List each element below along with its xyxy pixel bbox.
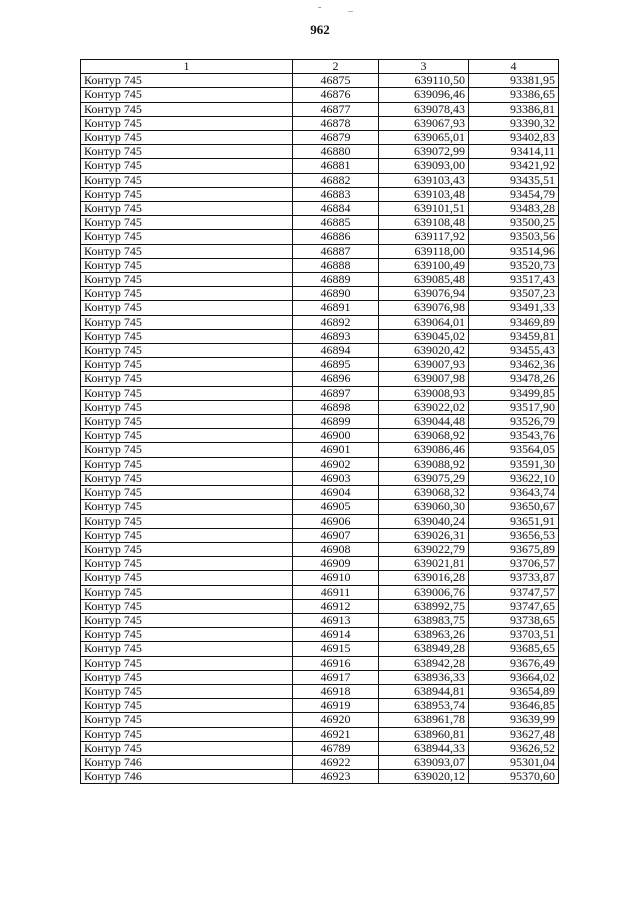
cell-point-number: 46898: [293, 400, 379, 414]
cell-point-number: 46879: [293, 131, 379, 145]
cell-contour: Контур 745: [81, 514, 293, 528]
table-row: [81, 74, 559, 88]
cell-coord-y: 95301,04: [469, 755, 559, 769]
cell-point-number: 46891: [293, 301, 379, 315]
table-row: [81, 613, 559, 627]
cell-contour: Контур 745: [81, 656, 293, 670]
cell-coord-x: 639093,07: [379, 755, 469, 769]
table-row: [81, 287, 559, 301]
cell-point-number: 46906: [293, 514, 379, 528]
table-row: [81, 628, 559, 642]
cell-contour: Контур 745: [81, 557, 293, 571]
cell-point-number: 46908: [293, 542, 379, 556]
cell-coord-y: 93414,11: [469, 145, 559, 159]
cell-point-number: 46893: [293, 329, 379, 343]
table-row: [81, 88, 559, 102]
cell-contour: Контур 745: [81, 358, 293, 372]
cell-coord-y: 93733,87: [469, 571, 559, 585]
cell-coord-x: 639007,98: [379, 372, 469, 386]
cell-coord-y: 93738,65: [469, 613, 559, 627]
cell-point-number: 46902: [293, 457, 379, 471]
table-row: [81, 230, 559, 244]
cell-point-number: 46901: [293, 443, 379, 457]
table-row: [81, 301, 559, 315]
cell-coord-y: 93435,51: [469, 173, 559, 187]
table-row: [81, 571, 559, 585]
cell-point-number: 46881: [293, 159, 379, 173]
cell-contour: Контур 745: [81, 628, 293, 642]
cell-coord-y: 93462,36: [469, 358, 559, 372]
header-col-2: 2: [293, 60, 379, 74]
table-row: [81, 500, 559, 514]
cell-contour: Контур 745: [81, 599, 293, 613]
cell-coord-x: 638961,78: [379, 713, 469, 727]
cell-coord-y: 93627,48: [469, 727, 559, 741]
cell-coord-y: 93381,95: [469, 74, 559, 88]
table-row: [81, 187, 559, 201]
cell-coord-x: 639016,28: [379, 571, 469, 585]
cell-coord-y: 93459,81: [469, 329, 559, 343]
cell-coord-x: 639045,02: [379, 329, 469, 343]
cell-coord-y: 93469,89: [469, 315, 559, 329]
table-row: [81, 116, 559, 130]
cell-coord-y: 93747,65: [469, 599, 559, 613]
table-row: [81, 102, 559, 116]
cell-coord-x: 638983,75: [379, 613, 469, 627]
cell-coord-y: 95370,60: [469, 770, 559, 784]
cell-coord-y: 93454,79: [469, 187, 559, 201]
cell-contour: Контур 745: [81, 571, 293, 585]
cell-contour: Контур 745: [81, 173, 293, 187]
header-col-3: 3: [379, 60, 469, 74]
cell-coord-x: 639021,81: [379, 557, 469, 571]
cell-coord-y: 93676,49: [469, 656, 559, 670]
cell-contour: Контур 745: [81, 329, 293, 343]
cell-point-number: 46895: [293, 358, 379, 372]
cell-contour: Контур 745: [81, 471, 293, 485]
cell-contour: Контур 745: [81, 670, 293, 684]
cell-point-number: 46899: [293, 415, 379, 429]
cell-coord-x: 639040,24: [379, 514, 469, 528]
cell-point-number: 46907: [293, 528, 379, 542]
cell-coord-y: 93656,53: [469, 528, 559, 542]
cell-coord-x: 638944,81: [379, 684, 469, 698]
cell-coord-x: 639118,00: [379, 244, 469, 258]
cell-coord-x: 639044,48: [379, 415, 469, 429]
table-row: [81, 415, 559, 429]
cell-coord-x: 639096,46: [379, 88, 469, 102]
cell-contour: Контур 745: [81, 202, 293, 216]
table-row: [81, 358, 559, 372]
cell-point-number: 46918: [293, 684, 379, 698]
table-row: [81, 457, 559, 471]
cell-contour: Контур 745: [81, 102, 293, 116]
cell-coord-x: 639064,01: [379, 315, 469, 329]
table-row: [81, 344, 559, 358]
cell-point-number: 46883: [293, 187, 379, 201]
cell-point-number: 46878: [293, 116, 379, 130]
cell-coord-y: 93685,65: [469, 642, 559, 656]
cell-contour: Контур 745: [81, 187, 293, 201]
cell-coord-x: 639022,79: [379, 542, 469, 556]
table-row: [81, 486, 559, 500]
cell-point-number: 46913: [293, 613, 379, 627]
cell-coord-x: 638944,33: [379, 741, 469, 755]
cell-contour: Контур 745: [81, 585, 293, 599]
table-row: [81, 670, 559, 684]
table-row: [81, 173, 559, 187]
cell-contour: Контур 745: [81, 613, 293, 627]
cell-coord-y: 93483,28: [469, 202, 559, 216]
cell-coord-x: 639085,48: [379, 273, 469, 287]
cell-coord-y: 93478,26: [469, 372, 559, 386]
cell-point-number: 46896: [293, 372, 379, 386]
table-row: [81, 585, 559, 599]
cell-coord-y: 93402,83: [469, 131, 559, 145]
cell-coord-y: 93639,99: [469, 713, 559, 727]
table-row: [81, 329, 559, 343]
cell-coord-y: 93626,52: [469, 741, 559, 755]
table-row: [81, 159, 559, 173]
cell-contour: Контур 745: [81, 372, 293, 386]
cell-contour: Контур 745: [81, 699, 293, 713]
cell-coord-x: 639008,93: [379, 386, 469, 400]
cell-coord-y: 93517,90: [469, 400, 559, 414]
table-row: [81, 131, 559, 145]
cell-coord-x: 639068,92: [379, 429, 469, 443]
header-row: [81, 60, 559, 74]
cell-contour: Контур 745: [81, 258, 293, 272]
table-row: [81, 273, 559, 287]
cell-coord-x: 639020,42: [379, 344, 469, 358]
cell-point-number: 46900: [293, 429, 379, 443]
cell-coord-x: 639007,93: [379, 358, 469, 372]
cell-point-number: 46911: [293, 585, 379, 599]
table-row: [81, 741, 559, 755]
cell-point-number: 46886: [293, 230, 379, 244]
cell-coord-y: 93703,51: [469, 628, 559, 642]
cell-point-number: 46905: [293, 500, 379, 514]
cell-point-number: 46889: [293, 273, 379, 287]
cell-contour: Контур 745: [81, 741, 293, 755]
cell-coord-y: 93706,57: [469, 557, 559, 571]
cell-coord-x: 639108,48: [379, 216, 469, 230]
cell-point-number: 46884: [293, 202, 379, 216]
cell-coord-x: 639076,94: [379, 287, 469, 301]
table-header: [81, 60, 559, 74]
cell-coord-y: 93543,76: [469, 429, 559, 443]
header-col-1: 1: [81, 60, 293, 74]
cell-point-number: 46882: [293, 173, 379, 187]
cell-coord-y: 93386,65: [469, 88, 559, 102]
cell-coord-y: 93591,30: [469, 457, 559, 471]
cell-coord-x: 638963,26: [379, 628, 469, 642]
top-marks: - _: [318, 2, 365, 13]
cell-point-number: 46923: [293, 770, 379, 784]
table-row: [81, 202, 559, 216]
cell-point-number: 46912: [293, 599, 379, 613]
cell-coord-x: 638949,28: [379, 642, 469, 656]
cell-contour: Контур 745: [81, 315, 293, 329]
cell-contour: Контур 745: [81, 344, 293, 358]
cell-contour: Контур 745: [81, 684, 293, 698]
cell-coord-x: 638992,75: [379, 599, 469, 613]
cell-coord-x: 639101,51: [379, 202, 469, 216]
cell-coord-x: 639075,29: [379, 471, 469, 485]
table-row: [81, 244, 559, 258]
cell-coord-x: 639067,93: [379, 116, 469, 130]
cell-contour: Контур 745: [81, 386, 293, 400]
cell-coord-x: 639100,49: [379, 258, 469, 272]
cell-point-number: 46897: [293, 386, 379, 400]
cell-contour: Контур 745: [81, 131, 293, 145]
cell-coord-y: 93517,43: [469, 273, 559, 287]
cell-coord-y: 93564,05: [469, 443, 559, 457]
cell-contour: Контур 745: [81, 500, 293, 514]
cell-contour: Контур 745: [81, 528, 293, 542]
cell-coord-y: 93643,74: [469, 486, 559, 500]
cell-coord-x: 639026,31: [379, 528, 469, 542]
cell-point-number: 46892: [293, 315, 379, 329]
table-row: [81, 684, 559, 698]
cell-coord-x: 639060,30: [379, 500, 469, 514]
cell-point-number: 46916: [293, 656, 379, 670]
table-row: [81, 727, 559, 741]
table-row: [81, 642, 559, 656]
table-row: [81, 514, 559, 528]
cell-coord-y: 93651,91: [469, 514, 559, 528]
cell-contour: Контур 745: [81, 244, 293, 258]
cell-coord-y: 93386,81: [469, 102, 559, 116]
table-row: [81, 400, 559, 414]
cell-coord-y: 93421,92: [469, 159, 559, 173]
cell-contour: Контур 745: [81, 287, 293, 301]
table-row: [81, 713, 559, 727]
cell-coord-x: 639076,98: [379, 301, 469, 315]
cell-point-number: 46920: [293, 713, 379, 727]
table-row: [81, 770, 559, 784]
cell-contour: Контур 745: [81, 230, 293, 244]
table-row: [81, 315, 559, 329]
cell-point-number: 46915: [293, 642, 379, 656]
cell-point-number: 46888: [293, 258, 379, 272]
cell-coord-x: 639088,92: [379, 457, 469, 471]
table-row: [81, 542, 559, 556]
cell-coord-x: 639117,92: [379, 230, 469, 244]
cell-coord-y: 93526,79: [469, 415, 559, 429]
cell-contour: Контур 746: [81, 755, 293, 769]
cell-contour: Контур 745: [81, 443, 293, 457]
table-row: [81, 258, 559, 272]
cell-point-number: 46880: [293, 145, 379, 159]
cell-coord-x: 639020,12: [379, 770, 469, 784]
table-row: [81, 216, 559, 230]
cell-point-number: 46921: [293, 727, 379, 741]
table-row: [81, 429, 559, 443]
cell-point-number: 46894: [293, 344, 379, 358]
cell-contour: Контур 745: [81, 74, 293, 88]
cell-point-number: 46875: [293, 74, 379, 88]
cell-coord-y: 93507,23: [469, 287, 559, 301]
page-number: 962: [310, 22, 330, 37]
table-row: [81, 372, 559, 386]
cell-coord-x: 639065,01: [379, 131, 469, 145]
cell-coord-x: 638960,81: [379, 727, 469, 741]
cell-point-number: 46919: [293, 699, 379, 713]
cell-point-number: 46909: [293, 557, 379, 571]
cell-point-number: 46914: [293, 628, 379, 642]
cell-coord-y: 93747,57: [469, 585, 559, 599]
cell-coord-y: 93455,43: [469, 344, 559, 358]
cell-coord-x: 639086,46: [379, 443, 469, 457]
cell-contour: Контур 745: [81, 429, 293, 443]
cell-contour: Контур 746: [81, 770, 293, 784]
table-row: [81, 145, 559, 159]
cell-coord-x: 639068,32: [379, 486, 469, 500]
cell-point-number: 46890: [293, 287, 379, 301]
cell-coord-y: 93646,85: [469, 699, 559, 713]
cell-contour: Контур 745: [81, 415, 293, 429]
cell-contour: Контур 745: [81, 400, 293, 414]
cell-coord-x: 639103,48: [379, 187, 469, 201]
cell-point-number: 46789: [293, 741, 379, 755]
cell-coord-y: 93499,85: [469, 386, 559, 400]
table-row: [81, 443, 559, 457]
table-row: [81, 471, 559, 485]
cell-contour: Контур 745: [81, 116, 293, 130]
cell-coord-y: 93650,67: [469, 500, 559, 514]
cell-point-number: 46904: [293, 486, 379, 500]
cell-coord-x: 639022,02: [379, 400, 469, 414]
cell-coord-y: 93520,73: [469, 258, 559, 272]
header-col-4: 4: [469, 60, 559, 74]
cell-contour: Контур 745: [81, 727, 293, 741]
cell-point-number: 46887: [293, 244, 379, 258]
cell-point-number: 46910: [293, 571, 379, 585]
cell-coord-x: 639110,50: [379, 74, 469, 88]
cell-point-number: 46922: [293, 755, 379, 769]
table-row: [81, 528, 559, 542]
table-row: [81, 386, 559, 400]
table-row: [81, 755, 559, 769]
cell-coord-y: 93491,33: [469, 301, 559, 315]
cell-contour: Контур 745: [81, 159, 293, 173]
table-row: [81, 699, 559, 713]
cell-point-number: 46917: [293, 670, 379, 684]
cell-contour: Контур 745: [81, 542, 293, 556]
cell-point-number: 46876: [293, 88, 379, 102]
cell-contour: Контур 745: [81, 486, 293, 500]
cell-point-number: 46885: [293, 216, 379, 230]
coordinates-table: [80, 59, 559, 784]
cell-point-number: 46877: [293, 102, 379, 116]
cell-contour: Контур 745: [81, 713, 293, 727]
cell-contour: Контур 745: [81, 145, 293, 159]
table-body: [81, 74, 559, 784]
cell-coord-y: 93664,02: [469, 670, 559, 684]
cell-coord-x: 638936,33: [379, 670, 469, 684]
cell-contour: Контур 745: [81, 88, 293, 102]
cell-coord-y: 93675,89: [469, 542, 559, 556]
cell-coord-y: 93390,32: [469, 116, 559, 130]
cell-contour: Контур 745: [81, 216, 293, 230]
cell-coord-y: 93622,10: [469, 471, 559, 485]
cell-coord-y: 93500,25: [469, 216, 559, 230]
cell-point-number: 46903: [293, 471, 379, 485]
cell-contour: Контур 745: [81, 273, 293, 287]
cell-contour: Контур 745: [81, 301, 293, 315]
cell-coord-x: 638942,28: [379, 656, 469, 670]
table-row: [81, 557, 559, 571]
cell-coord-x: 639078,43: [379, 102, 469, 116]
cell-contour: Контур 745: [81, 642, 293, 656]
cell-contour: Контур 745: [81, 457, 293, 471]
cell-coord-y: 93503,56: [469, 230, 559, 244]
table-row: [81, 656, 559, 670]
cell-coord-x: 639103,43: [379, 173, 469, 187]
cell-coord-y: 93514,96: [469, 244, 559, 258]
cell-coord-x: 639072,99: [379, 145, 469, 159]
cell-coord-x: 639006,76: [379, 585, 469, 599]
cell-coord-x: 639093,00: [379, 159, 469, 173]
table-row: [81, 599, 559, 613]
cell-coord-y: 93654,89: [469, 684, 559, 698]
cell-coord-x: 638953,74: [379, 699, 469, 713]
